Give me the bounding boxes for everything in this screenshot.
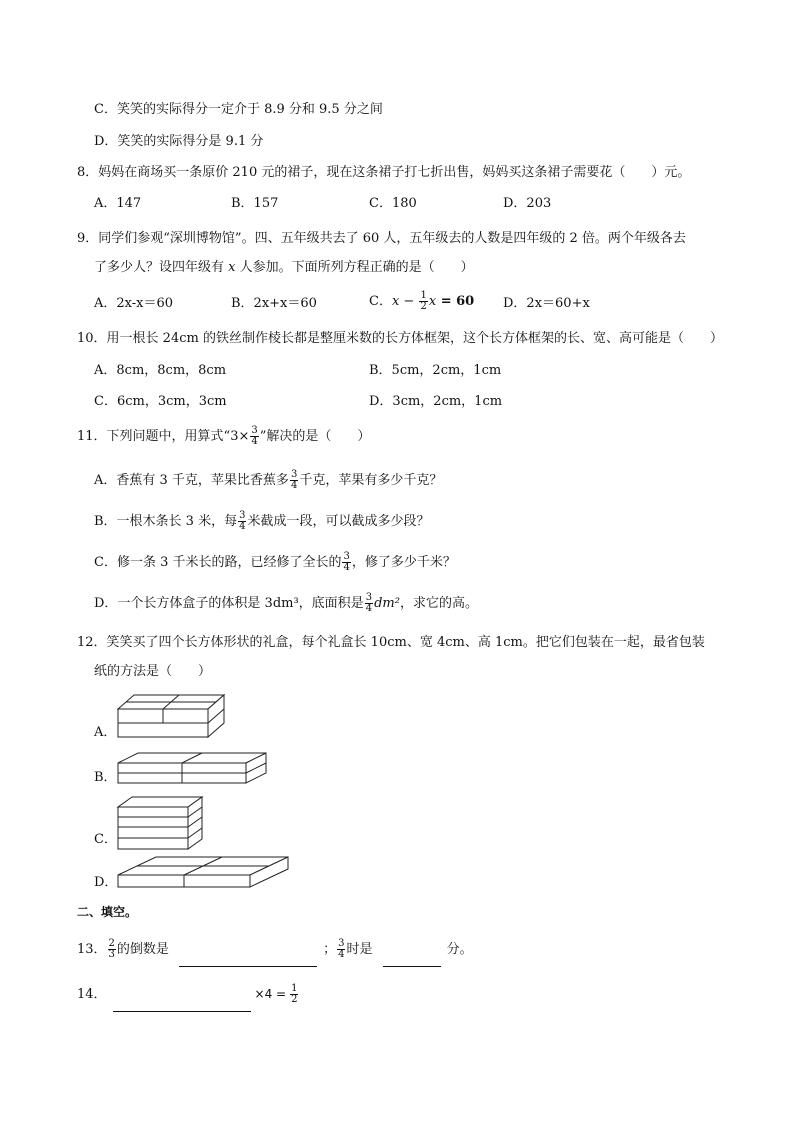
q12-stem-line1: 12．笑笑买了四个长方体形状的礼盒，每个礼盒长 10cm、宽 4cm、高 1cm。把它们包装在一起，最省包装 — [77, 635, 705, 650]
q14: 14． ×4 = $\frac{1}{2}$ — [77, 977, 299, 1012]
fraction-two-thirds: $\frac{2}{3}$ — [108, 938, 115, 960]
q11-option-b: B．一根木条长 3 米，每 $\frac{3}{4}$ 米截成一段，可以截成多少段？ — [94, 510, 430, 532]
q12-option-a-label: A． — [94, 725, 117, 740]
q11-option-c: C．修一条 3 千米长的路，已经修了全长的 $\frac{3}{4}$ ，修了多少千米？ — [94, 551, 456, 573]
q8-option-a: A．147 — [94, 196, 142, 211]
fraction-three-quarters: $\frac{3}{4}$ — [338, 938, 345, 960]
fraction-three-quarters: $\frac{3}{4}$ — [290, 469, 298, 491]
q8-option-d: D．203 — [503, 196, 552, 211]
q9-option-d: D．2x＝60+x — [503, 296, 590, 311]
q7-option-c: C．笑笑的实际得分一定介于 8.9 分和 9.5 分之间 — [94, 102, 383, 117]
q10-option-a: A．8cm，8cm，8cm — [94, 363, 227, 378]
q13-answer-blank-1[interactable] — [179, 952, 317, 967]
q7-option-d: D．笑笑的实际得分是 9.1 分 — [94, 134, 264, 149]
fraction-one-half: $\frac{1}{2}$ — [291, 983, 298, 1005]
fraction-three-quarters: $\frac{3}{4}$ — [251, 425, 258, 447]
q8-stem: 8．妈妈在商场买一条原价 210 元的裙子，现在这条裙子打七折出售，妈妈买这条裙子需要花（ ）元。 — [77, 165, 691, 180]
fraction-three-quarters: $\frac{3}{4}$ — [343, 551, 350, 573]
q12-option-a-figure — [116, 693, 228, 741]
fraction-one-half: $\frac{1}{2}$ — [420, 290, 427, 312]
q8-option-c: C．180 — [369, 196, 417, 211]
q13: 13． $\frac{2}{3}$ 的倒数是 ； $\frac{3}{4}$ 时是 分。 — [77, 933, 473, 967]
q10-option-d: D．3cm，2cm，1cm — [369, 394, 503, 409]
q9-option-a: A．2x-x＝60 — [94, 296, 174, 311]
q12-option-c-label: C． — [94, 832, 117, 847]
q8-option-b: B．157 — [231, 196, 279, 211]
q11-option-a: A．香蕉有 3 千克，苹果比香蕉多 $\frac{3}{4}$ 千克，苹果有多少千克？ — [94, 469, 443, 491]
section-2-heading: 二、填空。 — [77, 905, 138, 919]
q9-option-b: B．2x+x＝60 — [231, 296, 317, 311]
q12-stem-line2: 纸的方法是（ ） — [94, 664, 212, 679]
q10-stem: 10．用一根长 24cm 的铁丝制作棱长都是整厘米数的长方体框架，这个长方体框架的长、宽、高可能是（ ） — [77, 331, 723, 346]
q13-answer-blank-2[interactable] — [383, 952, 441, 967]
q11-option-d: D．一个长方体盒子的体积是 3dm³，底面积是 $\frac{3}{4}$ dm²，求它的高。 — [94, 592, 478, 614]
q12-option-d-label: D． — [94, 875, 118, 890]
q10-option-c: C．6cm，3cm，3cm — [94, 394, 227, 409]
q14-answer-blank[interactable] — [113, 997, 251, 1012]
fraction-three-quarters: $\frac{3}{4}$ — [365, 592, 373, 614]
q12-option-b-figure — [116, 751, 270, 785]
q10-option-b: B．5cm，2cm，1cm — [369, 363, 502, 378]
fraction-three-quarters: $\frac{3}{4}$ — [239, 510, 246, 532]
q12-option-b-label: B． — [94, 770, 117, 785]
q9-option-c: C．x − $\frac{1}{2}$ x = 60 — [369, 290, 475, 312]
q12-option-d-figure — [116, 855, 292, 889]
q11-stem: 11．下列问题中，用算式“3× $\frac{3}{4}$ ”解决的是（ ） — [77, 425, 371, 447]
q12-option-c-figure — [116, 795, 206, 851]
q9-stem-line2: 了多少人？设四年级有 x 人参加。下面所列方程正确的是（ ） — [94, 260, 474, 275]
q9-stem-line1: 9．同学们参观“深圳博物馆”。四、五年级共去了 60 人，五年级去的人数是四年级的 2 倍。两个年级各去 — [77, 231, 686, 246]
